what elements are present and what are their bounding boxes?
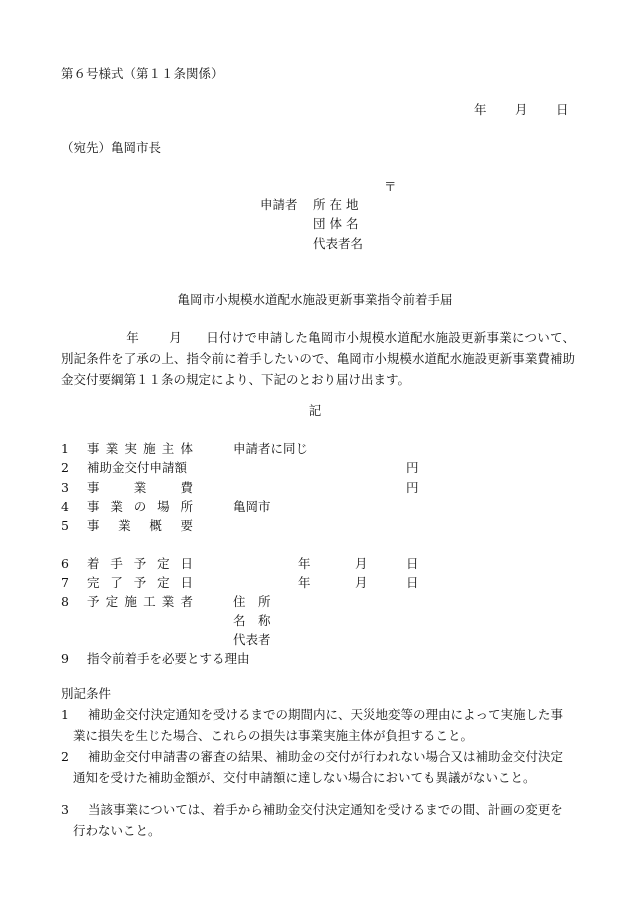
condition-text: 補助金交付申請書の審査の結果、補助金の交付が行われない場合又は補助金交付決定通知を受けた補助金額が、交付申請額に達しない場合においても異議がないこと。 <box>73 749 564 785</box>
condition-text: 当該事業については、着手から補助金交付決定通知を受けるまでの間、計画の変更を行わないこと。 <box>73 802 563 838</box>
item-label: 事業費 <box>87 480 193 495</box>
item-month: 月 <box>355 575 368 590</box>
item-number: 5 <box>61 518 69 533</box>
item-day: 日 <box>406 575 419 590</box>
conditions-heading: 別記条件 <box>61 686 112 701</box>
item-unit: 円 <box>406 480 419 495</box>
condition-item <box>61 704 575 746</box>
date-year: 年 <box>474 102 487 117</box>
item-year: 年 <box>298 575 311 590</box>
contractor-name-label: 名 称 <box>233 613 271 628</box>
condition-item <box>61 746 575 788</box>
item-value: 申請者に同じ <box>233 441 309 456</box>
org-name-label: 団 体 名 <box>313 216 359 231</box>
condition-item <box>61 799 575 841</box>
condition-number: 1 <box>61 707 69 722</box>
item-number: 7 <box>61 575 69 590</box>
item-number: 8 <box>61 594 69 609</box>
item-year: 年 <box>298 556 311 571</box>
item-label: 着手予定日 <box>87 556 193 571</box>
representative-label: 代表者名 <box>313 236 364 251</box>
ki-heading: 記 <box>308 403 322 418</box>
item-value: 亀岡市 <box>233 499 271 514</box>
contractor-rep-label: 代表者 <box>233 632 271 647</box>
item-number: 6 <box>61 556 69 571</box>
body-month: 月 <box>168 330 182 345</box>
body-text: 日付けで申請した亀岡市小規模水道配水施設更新事業について、別記条件を了承の上、指令前に着手したいので、亀岡市小規模水道配水施設更新事業費補助金交付要綱第１１条の規定により、下記のとおり届け出ます。 <box>61 330 575 387</box>
item-label: 補助金交付申請額 <box>87 460 188 475</box>
applicant-label: 申請者 <box>260 197 298 212</box>
contractor-address-label: 住 所 <box>233 594 271 609</box>
item-day: 日 <box>406 556 419 571</box>
item-month: 月 <box>355 556 368 571</box>
addressee: （宛先）亀岡市長 <box>61 140 162 155</box>
postal-mark: 〒 <box>384 179 397 194</box>
form-number: 第６号様式（第１１条関係） <box>61 66 224 81</box>
date-day: 日 <box>556 102 569 117</box>
condition-number: 2 <box>61 749 69 764</box>
item-number: 9 <box>61 651 69 666</box>
body-paragraph <box>61 327 575 390</box>
address-label: 所 在 地 <box>313 197 359 212</box>
item-label: 事業の場所 <box>87 499 193 514</box>
body-year: 年 <box>126 330 139 345</box>
item-unit: 円 <box>406 460 419 475</box>
item-number: 4 <box>61 499 69 514</box>
condition-text: 補助金交付決定通知を受けるまでの期間内に、天災地変等の理由によって実施した事業に損失を生じた場合、これらの損失は事業実施主体が負担すること。 <box>73 707 564 743</box>
item-number: 2 <box>61 460 69 475</box>
item-label: 事業実施主体 <box>87 441 193 456</box>
item-label: 指令前着手を必要とする理由 <box>87 651 250 666</box>
item-label: 完了予定日 <box>87 575 193 590</box>
date-month: 月 <box>515 102 528 117</box>
item-number: 1 <box>61 441 69 456</box>
condition-number: 3 <box>61 802 69 817</box>
item-label: 事業概要 <box>87 518 193 533</box>
item-number: 3 <box>61 480 69 495</box>
item-label: 予定施工業者 <box>87 594 193 609</box>
document-title: 亀岡市小規模水道配水施設更新事業指令前着手届 <box>177 292 453 307</box>
